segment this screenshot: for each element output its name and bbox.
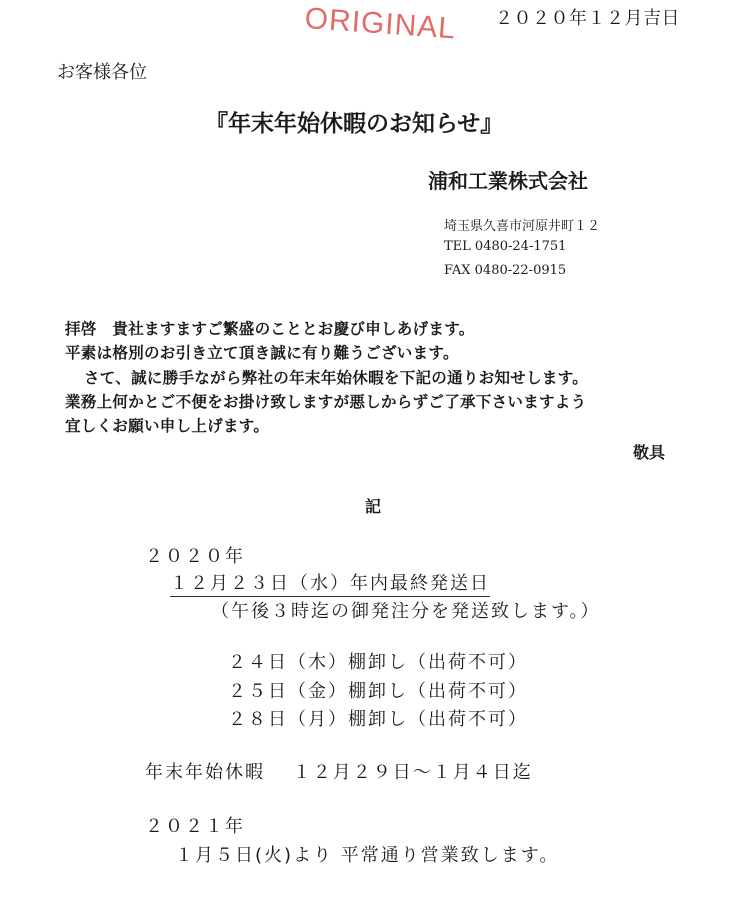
body-line: 拝啓 貴社ますますご繁盛のこととお慶び申しあげます。 [65, 320, 475, 338]
company-fax: FAX 0480-22-0915 [444, 263, 567, 278]
year-2020: ２０２０年 [145, 546, 245, 567]
inventory-day: ２５日（金）棚卸し（出荷不可） [228, 681, 528, 702]
original-stamp: ORIGINAL [303, 2, 458, 46]
body-line: 業務上何かとご不便をお掛け致しますが悪しからずご了承下さいますよう [65, 393, 587, 411]
recipient: お客様各位 [57, 62, 147, 83]
closing-word: 敬具 [633, 443, 666, 462]
shipping-note: （午後３時迄の御発注分を発送致します。） [211, 601, 601, 622]
final-shipping-date: １２月２３日（水）年内最終発送日 [170, 569, 490, 597]
document-title: 『年末年始休暇のお知らせ』 [205, 111, 504, 137]
body-line: 宜しくお願い申し上げます。 [65, 417, 270, 435]
ki-heading: 記 [365, 497, 382, 516]
body-line: さて、誠に勝手ながら弊社の年末年始休暇を下記の通りお知せします。 [84, 369, 589, 387]
body-line: 平素は格別のお引き立て頂き誠に有り難うございます。 [65, 344, 459, 362]
company-address: 埼玉県久喜市河原井町１２ [444, 219, 601, 234]
document-date: ２０２０年１２月吉日 [495, 8, 680, 29]
inventory-day: ２８日（月）棚卸し（出荷不可） [228, 709, 528, 730]
company-tel: TEL 0480-24-1751 [444, 239, 567, 254]
year-2021: ２０２１年 [145, 816, 245, 837]
inventory-day: ２４日（木）棚卸し（出荷不可） [228, 652, 528, 673]
business-resume-date: １月５日(火)より 平常通り営業致します。 [175, 845, 560, 866]
company-name: 浦和工業株式会社 [428, 169, 588, 193]
holiday-period: 年末年始休暇 １２月２９日～１月４日迄 [145, 762, 533, 783]
